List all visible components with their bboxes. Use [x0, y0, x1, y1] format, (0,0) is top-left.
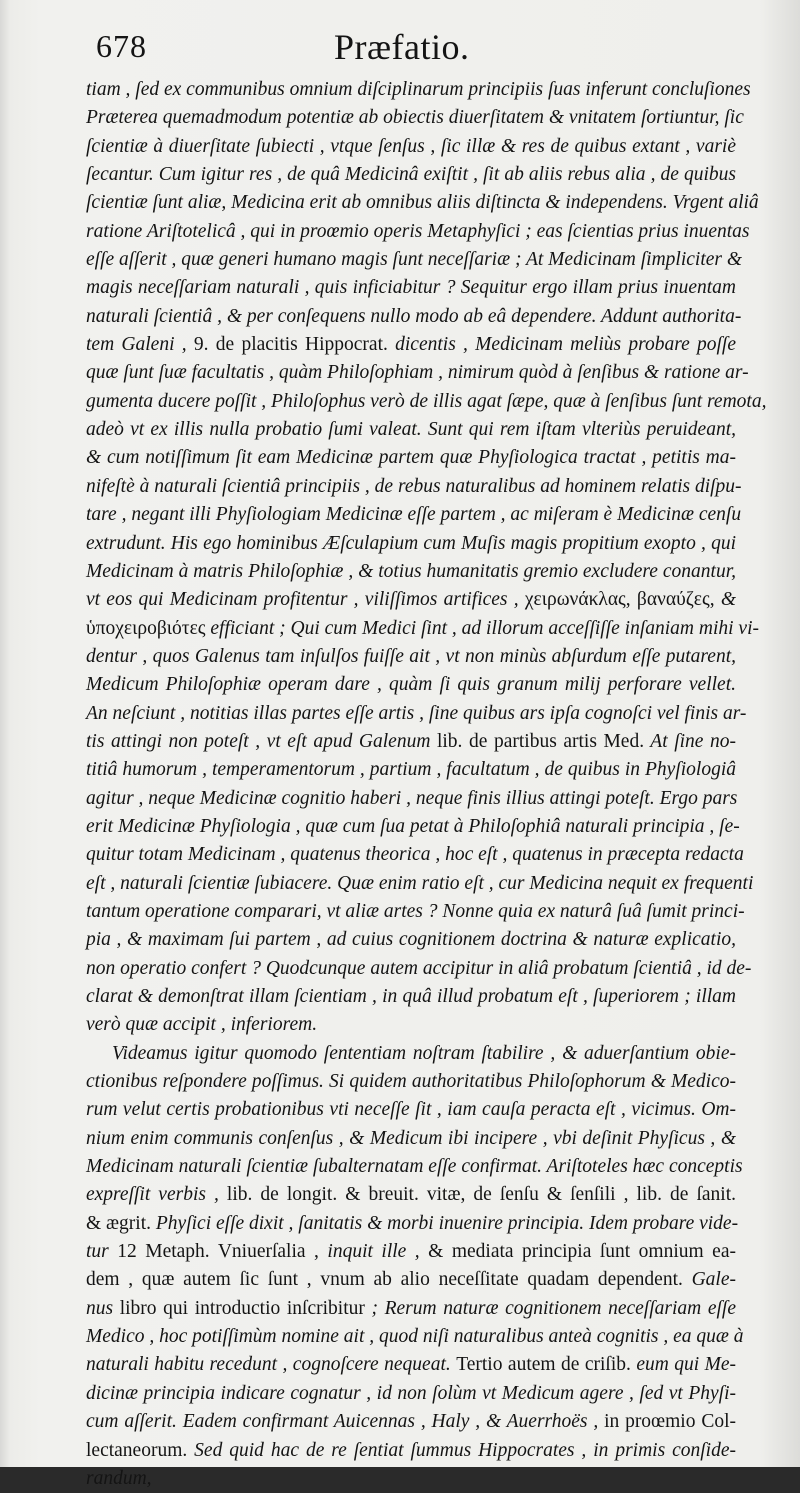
text-line [86, 756, 736, 784]
text-run: nifeſtè à naturali ſcientiâ principiis , de rebus naturalibus ad hominem relatis diſpu- [86, 475, 742, 497]
page-header [96, 22, 736, 74]
text-line [86, 700, 747, 728]
text-run: tem Galeni , [86, 334, 194, 356]
page-number: 678 [96, 28, 147, 64]
text-run: quæ ſunt ſuæ facultatis , quàm Philoſophiam , nimirum quòd à ſenſibus & ratione ar- [86, 362, 749, 384]
text-line [86, 1295, 736, 1323]
text-line [86, 359, 749, 387]
text-line [86, 643, 736, 671]
text-run: dem , quæ autem ſic ſunt , vnum ab alio neceſſitate quadam dependent. [86, 1269, 683, 1291]
text-run: non operatio confert ? Quodcunque autem accipitur in aliâ probatum ſcientiâ , id de- [86, 957, 752, 979]
text-line [86, 303, 742, 331]
text-run: 12 Metaph. Vniuerſalia , [117, 1241, 319, 1263]
text-run: χειρωνάκλας, βαναύζες, [524, 589, 715, 611]
text-line [86, 558, 736, 586]
text-line [86, 189, 759, 217]
text-line [86, 530, 736, 558]
text-line [86, 444, 736, 472]
text-run: Medicum Philoſophiæ operam dare , quàm ſi quis granum milij perforare vellet. [86, 674, 736, 696]
text-run: Medico , hoc potiſſimùm nomine ait , quod niſi naturalibus anteà cognitis , ea quæ à [86, 1326, 744, 1348]
text-line [86, 785, 736, 813]
text-line [86, 841, 744, 869]
text-run: lib. de partibus artis Med. [436, 730, 645, 752]
text-run: clarat & demonſtrat illam ſcientiam , in quâ illud probatum eſt , ſuperiorem ; illam [86, 986, 736, 1007]
text-run: randum, [86, 1467, 152, 1489]
text-run: Medicinam à matris Philoſophiæ , & totius humanitatis gremio excludere conantur, [86, 560, 736, 582]
body-text [86, 76, 767, 1493]
text-run: pia , & maximam ſui partem , ad cuius cognitionem doctrina & naturæ explicatio, [86, 929, 736, 951]
text-run: erit Medicinæ Phyſiologia , quæ cum ſua petat à Philoſophiâ naturali principia , ſe- [86, 815, 740, 837]
text-run: tiam , ſed ex communibus omnium diſciplinarum principiis ſuas inferunt concluſiones [86, 79, 751, 100]
text-line [86, 1380, 736, 1408]
text-run: cum aſſerit. Eadem confirmant Auicennas , Haly , & Auerrhoës , [86, 1411, 605, 1433]
text-line [86, 1266, 736, 1294]
text-run: Tertio autem de criſib. [456, 1354, 631, 1376]
text-run: 9. de placitis Hippocrat. [193, 334, 388, 356]
text-run: lib. de longit. & breuit. vitæ, de ſenſu & ſenſili , lib. de ſanit. [226, 1184, 736, 1206]
text-line [86, 813, 740, 841]
text-run: Gale- [682, 1269, 736, 1291]
text-line [86, 416, 736, 444]
text-line [86, 1323, 744, 1351]
text-run: eum qui Me- [630, 1354, 736, 1376]
text-run: agitur , neque Medicinæ cognitio haberi , neque finis illius attingi poteſt. Ergo pars [86, 787, 738, 809]
text-line [86, 274, 736, 302]
text-line [86, 76, 751, 104]
text-line [86, 501, 742, 529]
text-run: ctionibus reſpondere poſſimus. Si quidem authoritatibus Philoſophorum & Medico- [86, 1071, 736, 1093]
text-run: ; Rerum naturæ cognitionem neceſſariam eſſe [364, 1297, 736, 1319]
text-line [86, 1011, 736, 1039]
text-line [86, 586, 736, 614]
text-line [86, 955, 752, 983]
text-line [86, 473, 742, 501]
text-run: ſcientiæ à diuerſitate ſubiecti , vtque ſenſus , ſic illæ & res de quibus extant , variè [86, 135, 736, 157]
text-run: Medicinam naturali ſcientiæ ſubalternatam eſſe confirmat. Ariſtoteles hæc conceptis [86, 1156, 743, 1178]
text-line [86, 1153, 743, 1181]
text-run: An neſciunt , notitias illas partes eſſe artis , ſine quibus ars ipſa cognoſci vel finis ar- [86, 702, 747, 724]
text-run: naturali ſcientiâ , & per conſequens nullo modo ab eâ dependere. Addunt authorita- [86, 305, 742, 327]
text-run: ὑποχειροβιότες [86, 617, 206, 639]
text-run: quitur totam Medicinam , quatenus theorica , hoc eſt , quatenus in præcepta redacta [86, 844, 744, 866]
text-run: magis neceſſariam naturali , quis inficiabitur ? Sequitur ergo illam prius inuentam [86, 277, 736, 299]
text-run: tur [86, 1241, 118, 1263]
text-run: verò quæ accipit , inferiorem. [86, 1014, 318, 1036]
text-line [86, 133, 736, 161]
text-run: At ſine no- [644, 730, 736, 752]
text-line [86, 388, 767, 416]
text-line [86, 671, 736, 699]
text-line [86, 1125, 736, 1153]
text-run: & ægrit. [86, 1212, 152, 1234]
text-run: in proœmio Col- [604, 1411, 736, 1433]
text-line [86, 926, 736, 954]
text-run: dentur , quos Galenus tam inſulſos fuiſſe ait , vt non minùs abſurdum eſſe putarent, [86, 645, 736, 667]
text-run: dicentis , Medicinam meliùs probare poſſe [387, 334, 736, 356]
text-run: Sed quid hac de re ſentiat ſummus Hippocrates , in primis conſide- [187, 1439, 736, 1461]
text-run: libro qui introductio inſcribitur [119, 1297, 365, 1319]
text-run: & mediata principia ſunt omnium ea- [428, 1241, 736, 1263]
text-run: expreſſit verbis , [86, 1184, 227, 1206]
text-run: eſſe aſſerit , quæ generi humano magis ſunt neceſſariæ ; At Medicinam ſimpliciter & [86, 249, 743, 271]
running-title: Præfatio. [334, 27, 470, 67]
text-run: extrudunt. His ego hominibus Æſculapium cum Muſis magis propitium exopto , qui [86, 532, 736, 554]
text-line [86, 1096, 736, 1124]
text-run: nus [86, 1297, 120, 1319]
text-line [86, 1437, 736, 1465]
text-run: & cum notiſſimum ſit eam Medicinæ partem quæ Phyſiologica tractat , petitis ma- [86, 447, 736, 469]
text-run: ſecantur. Cum igitur res , de quâ Medicinâ exiſtit , ſit ab aliis rebus alia , de quibus [86, 164, 736, 186]
text-line [86, 983, 736, 1011]
text-run: vt eos qui Medicinam profitentur , viliſſimos artifices , [86, 589, 525, 611]
text-line [86, 161, 736, 189]
text-run: eſt , naturali ſcientiæ ſubiacere. Quæ enim ratio eſt , cur Medicina nequit ex frequenti [86, 872, 754, 894]
text-run: tare , negant illi Phyſiologiam Medicinæ eſſe partem , ac miſeram è Medicinæ cenſu [86, 504, 742, 526]
text-run: dicinæ principia indicare cognatur , id non ſolùm vt Medicum agere , ſed vt Phyſi- [86, 1382, 736, 1404]
text-run: gumenta ducere poſſit , Philoſophus verò de illis agat ſæpe, quæ à ſenſibus ſunt remota, [86, 390, 767, 412]
text-line [86, 104, 744, 132]
text-run: efficiant ; Qui cum Medici ſint , ad illorum acceſſiſſe inſaniam mihi vi- [205, 617, 759, 639]
text-run: adeò vt ex illis nulla probatio ſumi valeat. Sunt qui rem iſtam vlteriùs peruideant, [86, 419, 736, 441]
text-line [86, 1040, 736, 1068]
text-run: lectaneorum. [86, 1439, 188, 1461]
text-line [86, 615, 759, 643]
text-run: Præterea quemadmodum potentiæ ab obiectis diuerſitatem & vnitatem ſortiuntur, ſic [86, 107, 744, 129]
text-line [86, 728, 736, 756]
text-run: tantum operatione comparari, vt aliæ artes ? Nonne quia ex naturâ ſuâ ſumit princi- [86, 900, 745, 922]
text-run: nium enim communis conſenſus , & Medicum ibi incipere , vbi deſinit Phyſicus , & [86, 1127, 736, 1149]
text-line [86, 1238, 736, 1266]
text-run: titiâ humorum , temperamentorum , partium , facultatum , de quibus in Phyſiologiâ [86, 759, 736, 781]
text-line [86, 1351, 736, 1379]
text-line [86, 1465, 736, 1493]
text-run: naturali habitu recedunt , cognoſcere nequeat. [86, 1354, 457, 1376]
text-line [86, 1210, 739, 1238]
text-run: rum velut certis probationibus vti neceſſe ſit , iam cauſa peracta eſt , vicimus. Om- [86, 1099, 736, 1121]
text-line [86, 1181, 736, 1209]
text-line [86, 246, 743, 274]
text-line [86, 1068, 736, 1096]
text-run: ratione Ariſtotelicâ , qui in proœmio operis Metaphyſici ; eas ſcientias prius inuentas [86, 220, 750, 242]
text-run: & [714, 589, 736, 611]
text-run: ſcientiæ ſunt aliæ, Medicina erit ab omnibus aliis diſtincta & independens. Vrgent aliâ [86, 192, 759, 214]
text-run: tis attingi non poteſt , vt eſt apud Galenum [86, 730, 437, 752]
text-line [86, 218, 750, 246]
text-line [86, 331, 736, 359]
text-run: inquit ille , [318, 1241, 429, 1263]
text-line [86, 898, 745, 926]
text-run: Videamus igitur quomodo ſententiam noſtram ſtabilire , & aduerſantium obie- [112, 1042, 736, 1064]
text-line [86, 1408, 736, 1436]
text-line [86, 870, 754, 898]
text-run: Phyſici eſſe dixit , ſanitatis & morbi inuenire principia. Idem probare vide- [151, 1212, 739, 1234]
